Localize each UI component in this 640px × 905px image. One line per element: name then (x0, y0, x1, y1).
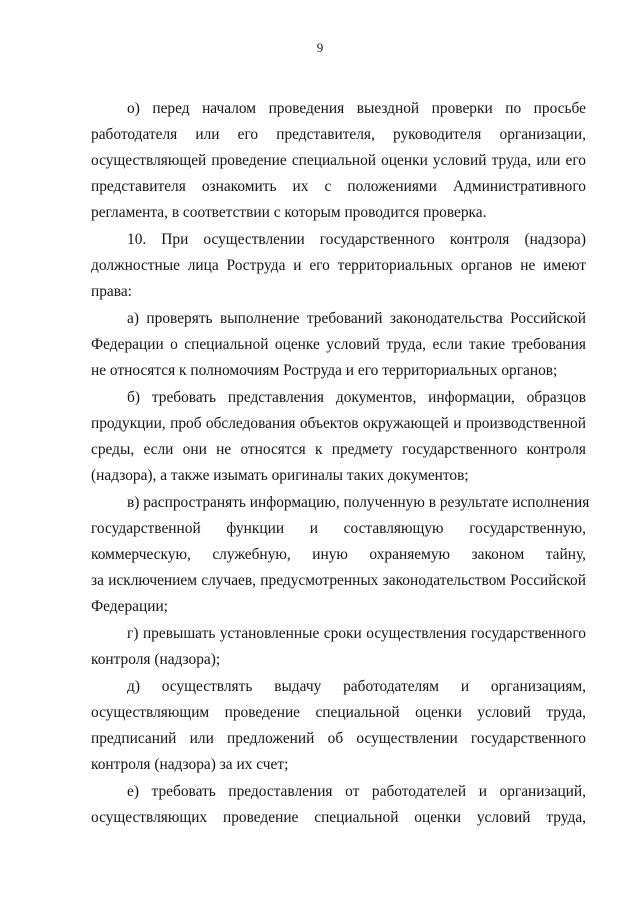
text-line: регламента, в соответствии с которым проводится проверка. (91, 204, 487, 221)
text-line: работодателя или его представителя, руководителя организации, (91, 126, 586, 143)
text-line: среды, если они не относятся к предмету государственного контроля (91, 441, 586, 458)
text-line: не относятся к полномочиям Роструда и его территориальных органов; (91, 362, 558, 379)
text-line: д) осуществлять выдачу работодателям и организациям, (127, 678, 586, 695)
text-line: коммерческую, служебную, иную охраняемую законом тайну, (91, 546, 586, 563)
text-line: а) проверять выполнение требований законодательства Российской (127, 310, 586, 327)
text-line: о) перед началом проведения выездной проверки по просьбе (127, 100, 586, 117)
text-line: государственной функции и составляющую государственную, (91, 520, 586, 537)
text-line: Федерации о специальной оценке условий труда, если такие требования (91, 336, 586, 353)
text-line: права: (91, 283, 132, 300)
text-line: г) превышать установленные сроки осуществления государственного (127, 625, 586, 642)
text-line: предписаний или предложений об осуществлении государственного (91, 730, 586, 747)
text-line: представителя ознакомить их с положениями Административного (91, 178, 586, 195)
text-line: контроля (надзора) за их счет; (91, 756, 289, 773)
page-number: 9 (316, 40, 324, 55)
text-line: за исключением случаев, предусмотренных законодательством Российской (91, 572, 586, 589)
text-line: 10. При осуществлении государственного контроля (надзора) (127, 231, 586, 248)
text-line: должностные лица Роструда и его территориальных органов не имеют (91, 257, 586, 274)
text-line: продукции, проб обследования объектов окружающей и производственной (91, 415, 586, 432)
text-line: контроля (надзора); (91, 651, 221, 668)
text-line: осуществляющим проведение специальной оценки условий труда, (91, 704, 586, 721)
text-line: осуществляющих проведение специальной оценки условий труда, (91, 809, 586, 826)
text-line: осуществляющей проведение специальной оценки условий труда, или его (91, 152, 586, 169)
text-line: в) распространять информацию, полученную в результате исполнения (127, 494, 590, 511)
text-line: Федерации; (91, 598, 168, 615)
text-line: е) требовать предоставления от работодателей и организаций, (127, 783, 586, 800)
text-line: (надзора), а также изымать оригиналы таких документов; (91, 467, 469, 484)
text-line: б) требовать представления документов, информации, образцов (127, 389, 586, 406)
